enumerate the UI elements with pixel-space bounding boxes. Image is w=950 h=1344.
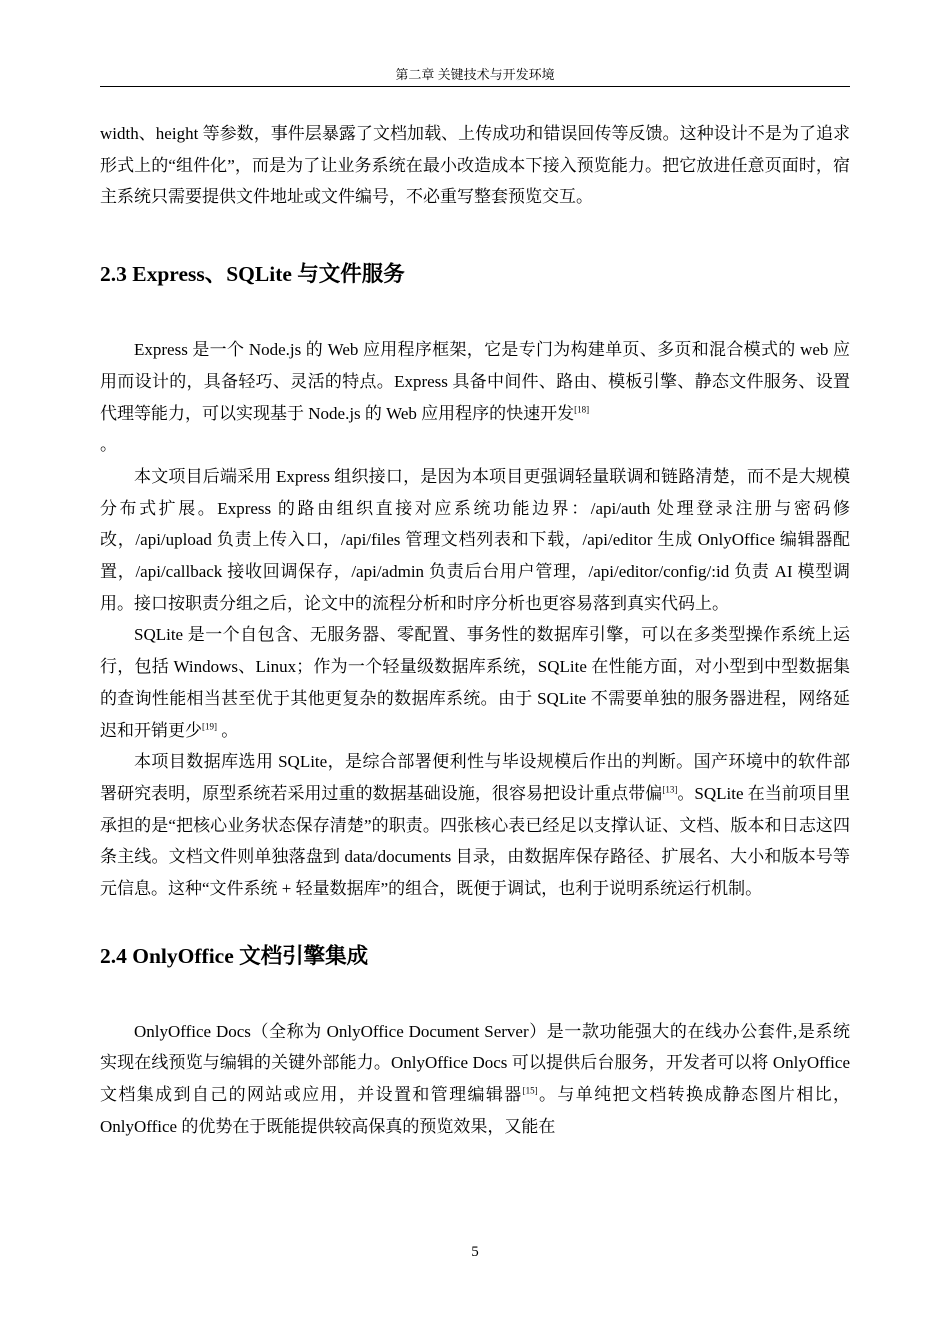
paragraph-text: 。SQLite 在当前项目里承担的是“把核心业务状态保存清楚”的职责。四张核心表已经足以支撑认证、文档、版本和日志这四条主线。文档文件则单独落盘到 data/documents 目录，由数据库保存路径、扩展名、大小和版本号等元信息。这种“文件系统 + 轻量数据库”的组合，既便于调试，也利于说明系统运行机制。 — [100, 783, 851, 899]
paragraph-onlyoffice — [100, 1016, 850, 1143]
citation-ref: [18] — [574, 403, 590, 414]
paragraph-text: SQLite 是一个自包含、无服务器、零配置、事务性的数据库引擎，可以在多类型操作系统上运行，包括 Windows、Linux；作为一个轻量级数据库系统，SQLite 在性能方面，对小型到中型数据集的查询性能相当甚至优于其他更复杂的数据库系统。由于 SQLite 不需要单独的服务器进程，网络延迟和开销更少 — [100, 625, 850, 740]
section-heading-2-3: 2.3 Express、SQLite 与文件服务 — [100, 262, 405, 287]
paragraph-continuation: width、height 等参数，事件层暴露了文档加载、上传成功和错误回传等反馈。这种设计不是为了追求形式上的“组件化”，而是为了让业务系统在最小改造成本下接入预览能力。把它放进任意页面时，宿主系统只需要提供文件地址或文件编号，不必重写整套预览交互。 — [100, 124, 850, 207]
page-number: 5 — [471, 1244, 479, 1260]
citation-ref: [19] — [202, 720, 217, 731]
section-heading-2-4: 2.4 OnlyOffice 文档引擎集成 — [100, 943, 369, 968]
paragraph-text: 。与单纯把文档转换成静态图片相比，OnlyOffice 的优势在于既能提供较高保真的预览效果，又能在 — [100, 1085, 850, 1136]
paragraph-text: 本项目数据库选用 SQLite，是综合部署便利性与毕设规模后作出的判断。国产环境中的软件部署研究表明，原型系统若采用过重的数据基础设施，很容易把设计重点带偏 — [100, 752, 850, 803]
paragraph-text: Express 是一个 Node.js 的 Web 应用程序框架，它是专门为构建单页、多页和混合模式的 web 应用而设计的，具备轻巧、灵活的特点。Express 具备中间件、路由、模板引擎、静态文件服务、设置代理等能力，可以实现基于 Node.js 的 Web 应用程序的快速开发 — [100, 340, 850, 423]
paragraph-sqlite — [100, 619, 850, 746]
running-header: 第二章 关键技术与开发环境 — [395, 67, 555, 82]
citation-ref: [15] — [522, 1085, 538, 1096]
citation-ref: [13] — [662, 784, 678, 795]
paragraph-text: 。 — [100, 435, 117, 455]
paragraph-text: OnlyOffice Docs（全称为 OnlyOffice Document Server）是一款功能强大的在线办公套件,是系统实现在线预览与编辑的关键外部能力。OnlyOffice Docs 可以提供后台服务，开发者可以将 OnlyOffice 文档集成到自己的网站或应用，并设置和管理编辑器 — [100, 1021, 850, 1105]
paragraph-express-routes: 本文项目后端采用 Express 组织接口，是因为本项目更强调轻量联调和链路清楚，而不是大规模分布式扩展。Express 的路由组织直接对应系统功能边界：/api/auth 处理登录注册与密码修改，/api/upload 负责上传入口，/api/files 管理文档列表和下载，/api/editor 生成 OnlyOffice 编辑器配置，/api/callback 接收回调保存，/api/admin 负责后台用户管理，/api/editor/config/:id 负责 AI 模型调用。接口按职责分组之后，论文中的流程分析和时序分析也更容易落到真实代码上。 — [100, 466, 850, 613]
paragraph-text: 。 — [217, 720, 239, 740]
header-rule — [100, 86, 850, 87]
paragraph-sqlite-choice — [100, 746, 850, 905]
page-body — [100, 118, 850, 1143]
paragraph-express — [100, 334, 850, 461]
